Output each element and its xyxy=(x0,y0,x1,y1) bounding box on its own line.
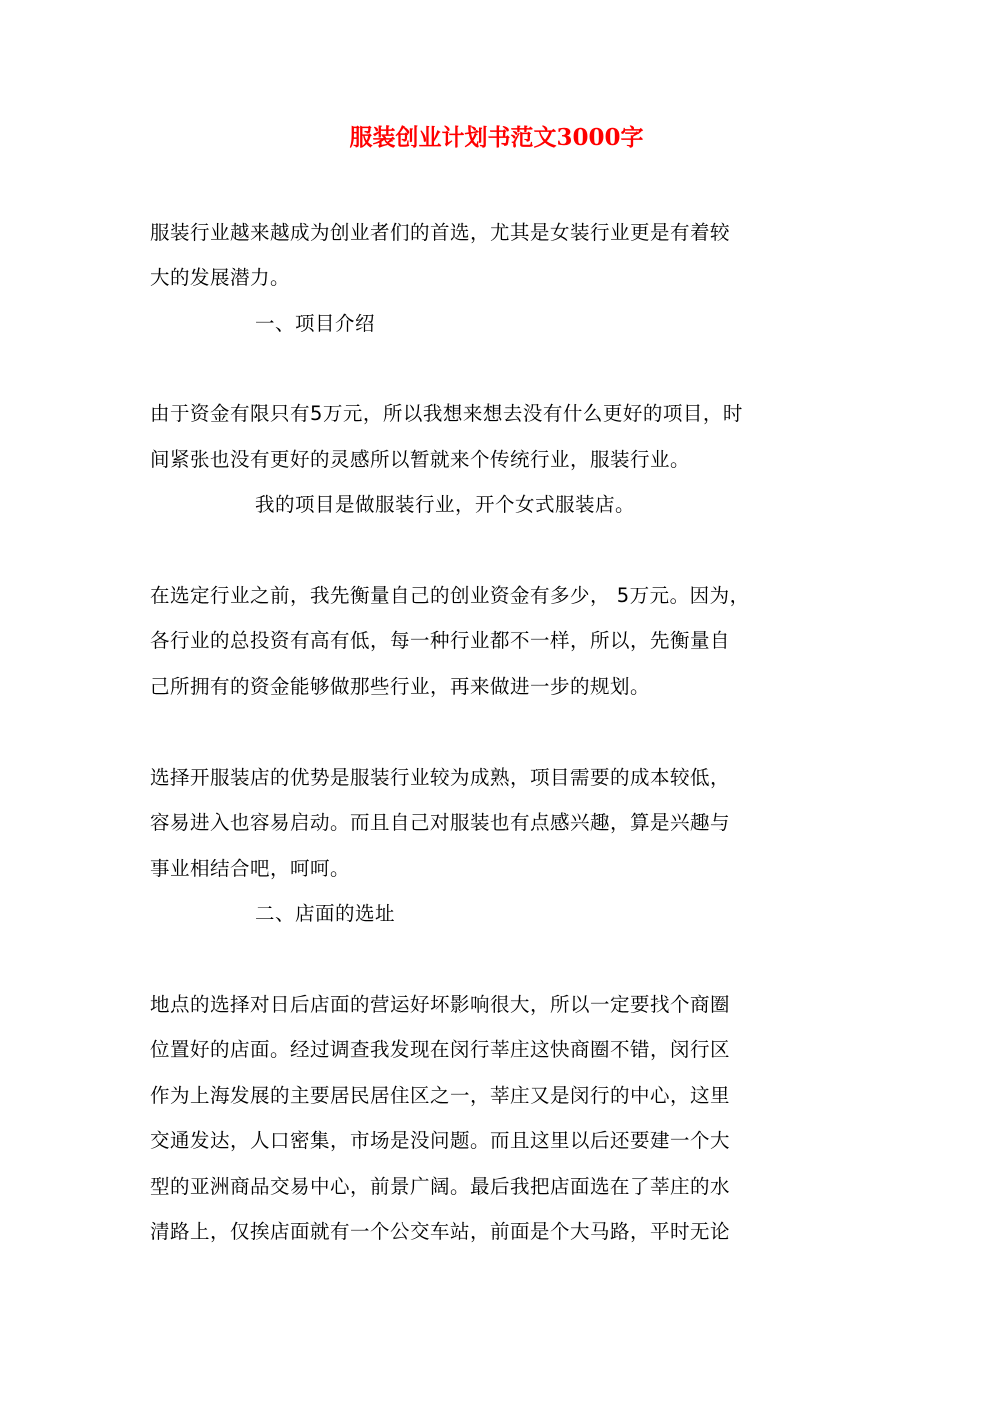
paragraph-4-line-2: 容易进入也容易启动。而且自己对服装也有点感兴趣，算是兴趣与 xyxy=(150,811,731,834)
paragraph-2-line-2: 间紧张也没有更好的灵感所以暂就来个传统行业，服装行业。 xyxy=(150,448,691,471)
paragraph-2-line-1: 由于资金有限只有5万元，所以我想来想去没有什么更好的项目，时 xyxy=(150,402,743,425)
paragraph-5-line-1: 地点的选择对日后店面的营运好坏影响很大，所以一定要找个商圈 xyxy=(150,993,731,1016)
section-heading-project-intro: 一、项目介绍 xyxy=(255,312,376,335)
paragraph-3-line-2: 各行业的总投资有高有低，每一种行业都不一样，所以，先衡量自 xyxy=(150,629,731,652)
document-title: 服装创业计划书范文3000字 xyxy=(349,124,644,151)
paragraph-4-line-1: 选择开服装店的优势是服装行业较为成熟，项目需要的成本较低， xyxy=(150,766,731,789)
paragraph-3-line-1: 在选定行业之前，我先衡量自己的创业资金有多少， 5万元。因为， xyxy=(150,584,750,607)
paragraph-5-line-2: 位置好的店面。经过调查我发现在闵行莘庄这快商圈不错，闵行区 xyxy=(150,1038,731,1061)
paragraph-1-line-2: 大的发展潜力。 xyxy=(150,266,291,289)
paragraph-5-line-5: 型的亚洲商品交易中心，前景广阔。最后我把店面选在了莘庄的水 xyxy=(150,1175,731,1198)
paragraph-5-line-4: 交通发达，人口密集，市场是没问题。而且这里以后还要建一个大 xyxy=(150,1129,731,1152)
paragraph-1-line-1: 服装行业越来越成为创业者们的首选，尤其是女装行业更是有着较 xyxy=(150,221,731,244)
paragraph-4-line-3: 事业相结合吧，呵呵。 xyxy=(150,857,351,880)
paragraph-3-line-3: 己所拥有的资金能够做那些行业，再来做进一步的规划。 xyxy=(150,675,651,698)
section-heading-store-location: 二、店面的选址 xyxy=(255,902,396,925)
paragraph-5-line-3: 作为上海发展的主要居民居住区之一，莘庄又是闵行的中心，这里 xyxy=(150,1084,731,1107)
project-statement: 我的项目是做服装行业，开个女式服装店。 xyxy=(255,493,636,516)
paragraph-5-line-6: 清路上，仅挨店面就有一个公交车站，前面是个大马路，平时无论 xyxy=(150,1220,731,1243)
